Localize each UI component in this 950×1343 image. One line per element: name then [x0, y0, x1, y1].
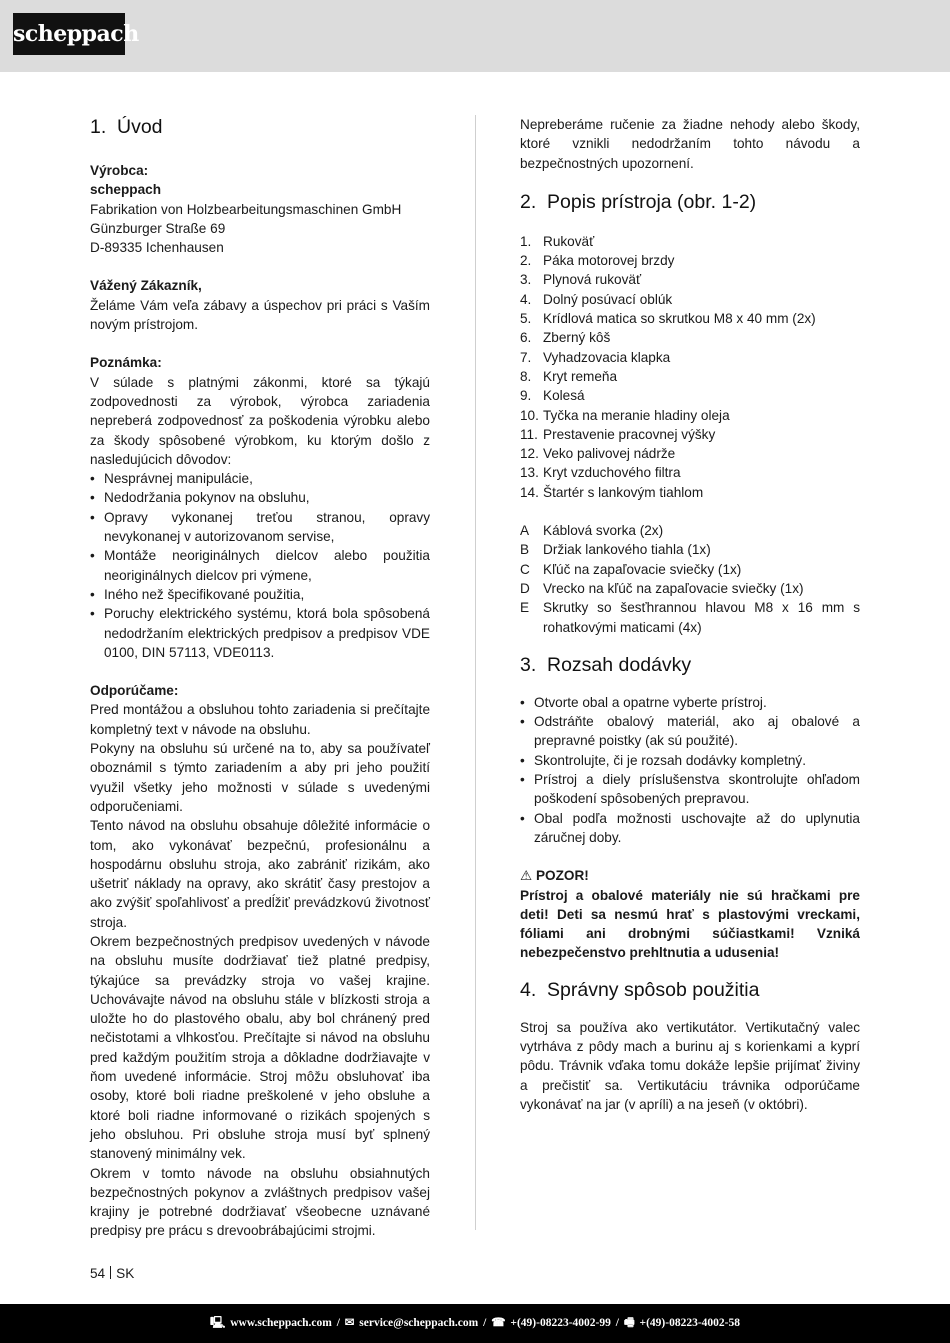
item-number: 6.: [520, 330, 532, 346]
section-1-heading: [90, 115, 430, 139]
list-item: [520, 232, 860, 251]
item-number: 8.: [520, 368, 532, 384]
item-text: Dolný posúvací oblúk: [543, 291, 673, 307]
item-text: Kľúč na zapaľovacie sviečky (1x): [543, 561, 742, 577]
item-number: 7.: [520, 349, 532, 365]
computer-icon: 🖳: [210, 1317, 226, 1329]
section-2-title: Popis prístroja (obr. 1-2): [547, 190, 757, 213]
section-4-number: 4.: [520, 978, 537, 1001]
list-item: [520, 386, 860, 405]
footer-separator: /: [336, 1317, 340, 1329]
list-item: [520, 540, 860, 559]
item-text: Vrecko na kľúč na zapaľovacie sviečky (1x): [543, 580, 804, 596]
section-3-title: Rozsah dodávky: [547, 653, 692, 676]
list-item: [520, 425, 860, 444]
item-letter: B: [520, 542, 530, 558]
warning-text: Prístroj a obalové materiály nie sú hračkami pre deti! Deti sa nesmú hrať s plastovými vreckami, fóliami ani drobnými súčiastkami! Vzniká nebezpečenstvo prehltnutia a udusenia!: [520, 887, 860, 961]
list-item: [520, 367, 860, 386]
section-3-number: 3.: [520, 653, 537, 676]
scheppach-logo: scheppach: [13, 13, 125, 55]
page-language: SK: [116, 1266, 135, 1281]
page-number: [90, 1265, 134, 1283]
list-item: [520, 406, 860, 425]
list-item: • Skontrolujte, či je rozsah dodávky kompletný.: [520, 751, 860, 770]
item-text: Skrutky so šesťhrannou hlavou M8 x 16 mm s rohatkovými maticami (4x): [543, 600, 860, 635]
item-number: 10.: [520, 407, 539, 423]
section-4-title: Správny spôsob použitia: [547, 978, 760, 1001]
phone-number: +(49)-08223-4002-99: [510, 1317, 611, 1329]
list-item: [520, 270, 860, 289]
item-text: Prestavenie pracovnej výšky: [543, 426, 716, 442]
item-number: 1.: [520, 233, 532, 249]
fax-number: +(49)-08223-4002-58: [639, 1317, 740, 1329]
usage-text: Stroj sa používa ako vertikutátor. Vertikutačný valec vytrháva z pôdy mach a burinu aj s korienkami a kyprí pôdu. Trávnik vďaka tomu dokáže lepšie prijímať živiny a prečistiť sa. Vertikutáciu trávnika odporúčame vykonávať na jar (v apríli) a na jeseň (v októbri).: [520, 1019, 860, 1112]
item-text: Plynová rukoväť: [543, 272, 642, 288]
item-number: 14.: [520, 484, 539, 500]
recommend-paragraph: Pred montážou a obsluhou tohto zariadenia si prečítajte kompletný text v návode na obsluhu.: [90, 702, 430, 737]
item-letter: E: [520, 600, 530, 616]
liability-text: Nepreberáme ručenie za žiadne nehody alebo škody, ktoré vznikli nedodržaním tohto návodu a bezpečnostných upozornení.: [520, 117, 860, 171]
footer-separator: /: [483, 1317, 487, 1329]
section-4-heading: [520, 978, 860, 1002]
item-text: Páka motorovej brzdy: [543, 253, 675, 269]
right-column: [520, 115, 860, 1114]
manufacturer-name: scheppach: [90, 182, 162, 198]
list-item: [520, 309, 860, 328]
item-number: 2.: [520, 253, 532, 269]
list-item: • Opravy vykonanej treťou stranou, opravy nevykonanej v autorizovanom servise,: [90, 508, 430, 547]
section-2-heading: [520, 190, 860, 214]
list-item: • Iného než špecifikované použitia,: [90, 585, 430, 604]
list-item: [520, 348, 860, 367]
recommend-paragraph: Okrem bezpečnostných predpisov uvedených v návode na obsluhu musíte dodržiavať tiež platné predpisy, týkajúce sa prevádzky stroja vo vašej krajine. Uchovávajte návod na obsluhu stále v blízkosti stroja a uložte ho do plastového obalu, aby bol chránený pred nečistotami a vlhkosťou. Prečítajte si návod na obsluhu pred každým použitím stroja a dôkladne dodržiavajte v ňom uvedené informácie. Stroj môžu obsluhovať iba osoby, ktoré boli riadne preškolené v jeho obsluhe a ktoré boli riadne informované o rizikách spojených s jeho obsluhou. Pri obsluhe stroja musí byť splnený stanovený minimálny vek.: [90, 933, 430, 1162]
recommend-label: Odporúčame:: [90, 683, 179, 699]
footer-band: [0, 1304, 950, 1343]
item-text: Tyčka na meranie hladiny oleja: [543, 407, 730, 423]
item-letter: D: [520, 580, 530, 596]
list-item: • Odstráňte obalový materiál, ako aj obalové a prepravné poistky (ak sú použité).: [520, 712, 860, 751]
page-number-value: 54: [90, 1266, 106, 1281]
manufacturer-line: D-89335 Ichenhausen: [90, 240, 224, 256]
item-number: 12.: [520, 446, 539, 462]
dear-customer-label: Vážený Zákazník,: [90, 278, 202, 294]
list-item: [520, 328, 860, 347]
list-item: [520, 463, 860, 482]
dear-customer-text: Želáme Vám veľa zábavy a úspechov pri práci s Vaším novým prístrojom.: [90, 297, 430, 333]
note-text: V súlade s platnými zákonmi, ktoré sa týkajú zodpovednosti za výrobok, výrobca zariadenia nepreberá zodpovednosť za poškodenia výrobku alebo za škody spôsobené výrobkom, ku ktorým došlo z nasledujúcich dôvodov:: [90, 374, 430, 467]
manufacturer-label: Výrobca:: [90, 163, 149, 178]
manufacturer-line: Günzburger Straße 69: [90, 220, 226, 236]
mail-icon: ✉: [344, 1317, 355, 1329]
list-item: [520, 521, 860, 540]
item-text: Kolesá: [543, 388, 585, 404]
section-2-number: 2.: [520, 190, 537, 213]
section-1-title: Úvod: [117, 116, 163, 138]
phone-icon: ☎: [491, 1317, 506, 1329]
list-item: • Montáže neoriginálnych dielcov alebo použitia neoriginálnych dielcov pri výmene,: [90, 546, 430, 585]
item-text: Držiak lankového tiahla (1x): [543, 542, 711, 558]
item-number: 5.: [520, 311, 532, 327]
accessories-list: [520, 521, 860, 637]
fax-icon: 🖷: [623, 1317, 635, 1329]
list-item: • Poruchy elektrického systému, ktorá bola spôsobená nedodržaním elektrických predpisov a predpisov VDE 0100, DIN 57113, VDE0113.: [90, 604, 430, 662]
item-number: 9.: [520, 388, 532, 404]
list-item: [520, 290, 860, 309]
column-divider: [475, 115, 476, 1230]
warning-heading: [520, 866, 860, 885]
recommend-paragraph: Tento návod na obsluhu obsahuje dôležité informácie o tom, ako vykonávať bezpečnú, profesionálnu a hospodárnu obsluhu stroja, ako zabrániť rizikám, ako ušetriť náklady na opravy, ako skrátiť časy prestojov a ako zvýšiť spoľahlivosť a predĺžiť prevádzkovú životnosť stroja.: [90, 818, 430, 930]
item-letter: A: [520, 523, 530, 539]
list-item: [520, 560, 860, 579]
list-item: • Nesprávnej manipulácie,: [90, 469, 430, 488]
item-letter: C: [520, 561, 530, 577]
item-text: Veko palivovej nádrže: [543, 446, 676, 462]
list-item: [520, 444, 860, 463]
delivery-list: [520, 693, 860, 847]
list-item: • Prístroj a diely príslušenstva skontrolujte ohľadom poškodení spôsobených prepravou.: [520, 770, 860, 809]
item-text: Káblová svorka (2x): [543, 523, 664, 539]
left-column: [90, 115, 430, 1241]
note-label: Poznámka:: [90, 355, 162, 371]
item-text: Štartér s lankovým tiahlom: [543, 484, 704, 500]
list-item: [520, 598, 860, 637]
page-separator: [110, 1266, 111, 1279]
recommend-paragraph: Pokyny na obsluhu sú určené na to, aby sa používateľ oboznámil s týmto zariadením a aby pri jeho použití využil všetky jeho možnosti v súlade s uvedenými odporučeniami.: [90, 741, 430, 814]
warning-label: POZOR!: [535, 868, 589, 884]
item-text: Kryt vzduchového filtra: [543, 465, 681, 481]
email-link[interactable]: service@scheppach.com: [359, 1317, 479, 1329]
item-number: 3.: [520, 272, 532, 288]
header-band: [0, 0, 950, 72]
section-3-heading: [520, 653, 860, 677]
list-item: • Otvorte obal a opatrne vyberte prístroj.: [520, 693, 860, 712]
item-text: Rukoväť: [543, 233, 595, 249]
manufacturer-line: Fabrikation von Holzbearbeitungsmaschinen GmbH: [90, 201, 402, 217]
list-item: [520, 483, 860, 502]
list-item: [520, 251, 860, 270]
section-1-number: 1.: [90, 116, 107, 138]
note-list: [90, 469, 430, 662]
item-number: 11.: [520, 426, 538, 442]
item-text: Krídlová matica so skrutkou M8 x 40 mm (2x): [543, 311, 816, 327]
item-number: 4.: [520, 291, 532, 307]
list-item: [520, 579, 860, 598]
item-number: 13.: [520, 465, 539, 481]
list-item: • Obal podľa možnosti uschovajte až do uplynutia záručnej doby.: [520, 809, 860, 848]
footer-separator: /: [615, 1317, 619, 1329]
item-text: Vyhadzovacia klapka: [543, 349, 671, 365]
website-link[interactable]: www.scheppach.com: [230, 1317, 332, 1329]
item-text: Zberný kôš: [543, 330, 611, 346]
list-item: • Nedodržania pokynov na obsluhu,: [90, 488, 430, 507]
parts-list: [520, 232, 860, 502]
recommend-paragraph: Okrem v tomto návode na obsluhu obsiahnutých bezpečnostných pokynov a zvláštnych predpisov vašej krajiny je potrebné dodržiavať všeobecne uznávané predpisy pre prácu s drevoobrábajúcimi strojmi.: [90, 1165, 430, 1239]
warning-icon: ⚠: [520, 868, 533, 884]
item-text: Kryt remeňa: [543, 368, 618, 384]
